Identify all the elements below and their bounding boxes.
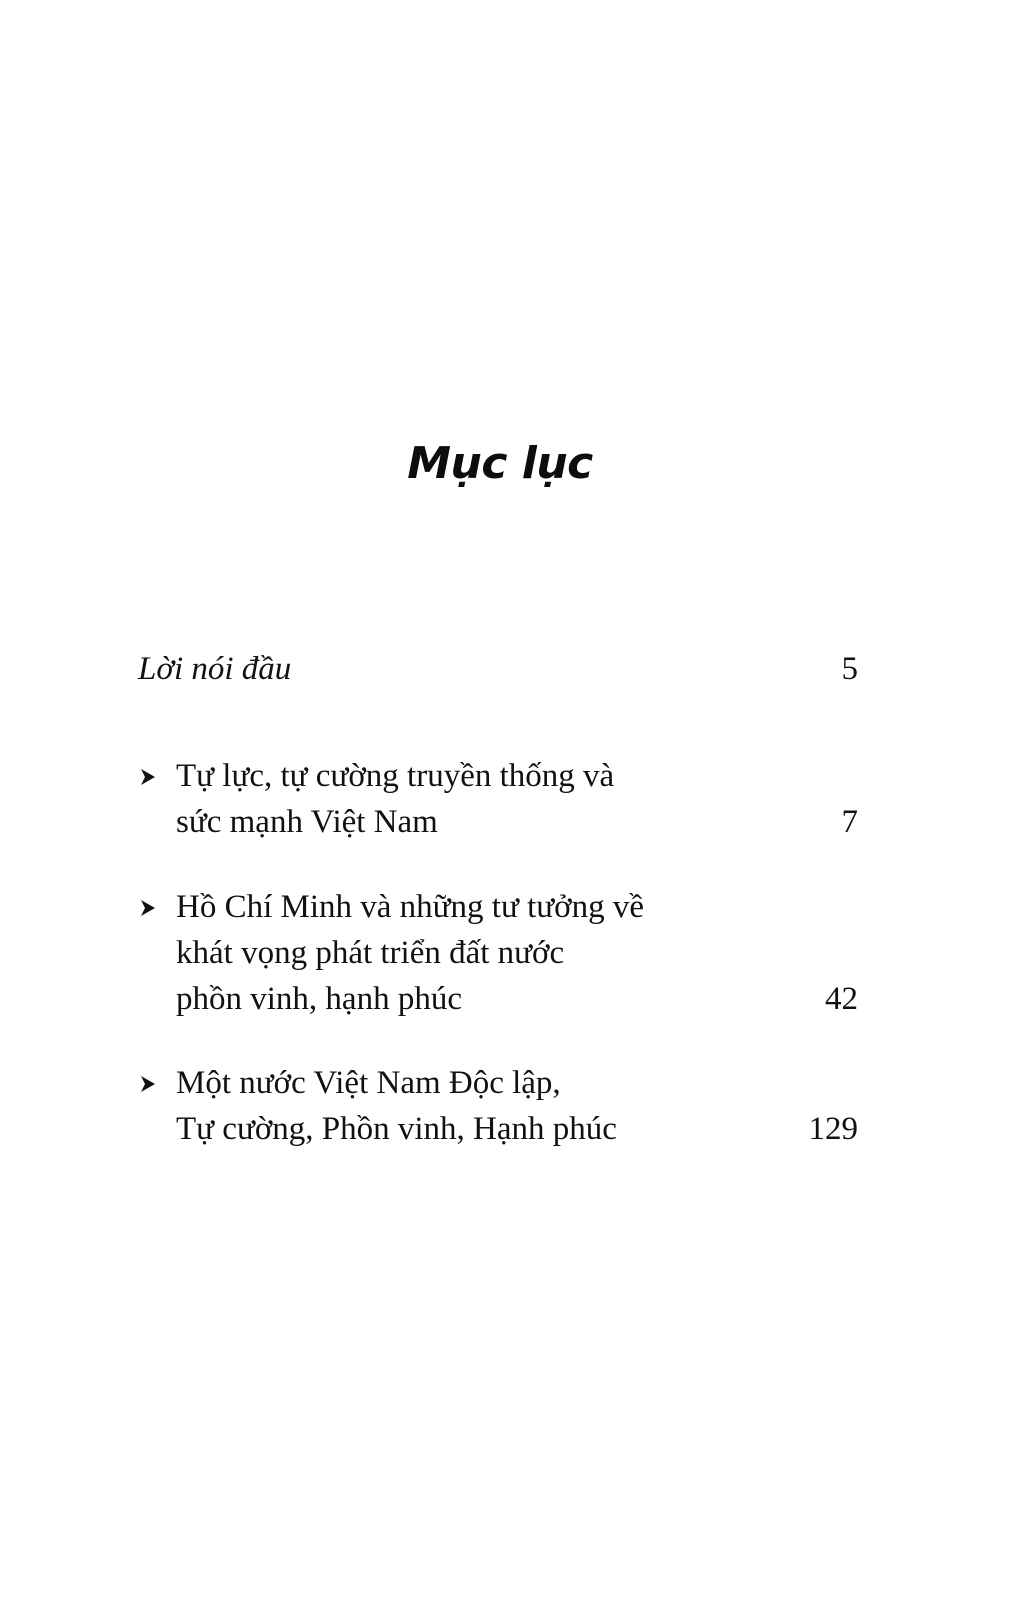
arrowhead-bullet-icon: [140, 899, 156, 917]
toc-entry-line: [138, 1106, 858, 1152]
toc-entry-title-line: sức mạnh Việt Nam: [176, 804, 438, 840]
toc-entry-title-line: Tự lực, tự cường truyền thống và: [176, 758, 615, 794]
toc-entry-line: [138, 884, 858, 930]
toc-page-number: 7: [841, 804, 858, 840]
toc-entry-preface[interactable]: [138, 646, 858, 692]
toc-entry-chapter-3[interactable]: [138, 1060, 858, 1152]
toc-page-number: 5: [841, 651, 858, 687]
toc-page-number: 42: [825, 981, 858, 1017]
toc-entry-line: [138, 753, 858, 799]
toc-entry-chapter-2[interactable]: [138, 884, 858, 1022]
toc-page-number: 129: [808, 1111, 858, 1147]
toc-entry-line: [138, 930, 858, 976]
toc-entry-chapter-1[interactable]: [138, 753, 858, 845]
toc-entry-title-line: Hồ Chí Minh và những tư tưởng về: [176, 889, 645, 925]
toc-entry-title-line: Tự cường, Phồn vinh, Hạnh phúc: [176, 1111, 617, 1147]
arrowhead-bullet-icon: [140, 1075, 156, 1093]
toc-entry-title-line: khát vọng phát triển đất nước: [176, 935, 565, 971]
toc-entry-line: [138, 646, 858, 692]
toc-entry-line: [138, 799, 858, 845]
page-title: Mục lục: [407, 438, 593, 489]
toc-entry-title-line: phồn vinh, hạnh phúc: [176, 981, 462, 1017]
toc-entry-line: [138, 976, 858, 1022]
toc-entry-title-line: Một nước Việt Nam Độc lập,: [176, 1065, 561, 1101]
toc-entry-title: Lời nói đầu: [138, 651, 292, 687]
toc-entry-line: [138, 1060, 858, 1106]
arrowhead-bullet-icon: [140, 768, 156, 786]
